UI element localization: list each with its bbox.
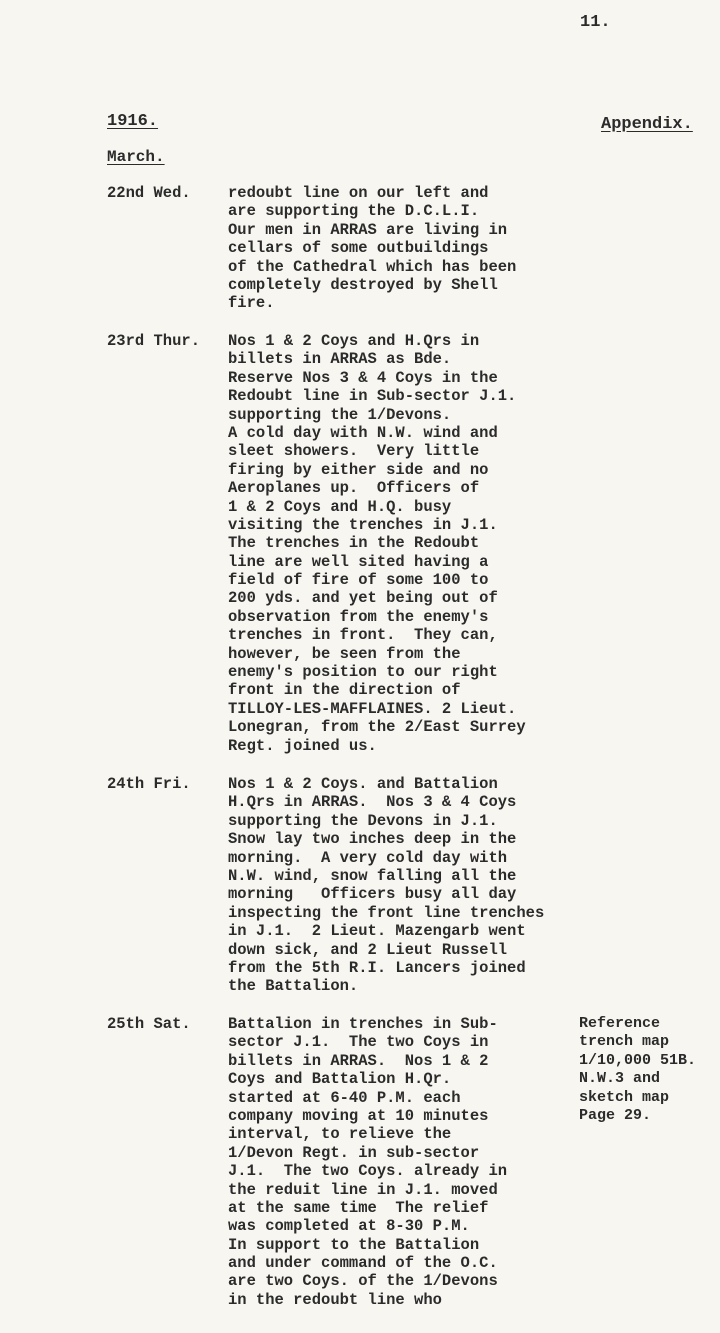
entry-line: Nos 1 & 2 Coys. and Battalion	[228, 775, 498, 793]
entry-line: of the Cathedral which has been	[228, 257, 517, 276]
entry-line: H.Qrs in ARRAS. Nos 3 & 4 Coys	[228, 793, 517, 812]
entry-line: however, be seen from the	[228, 644, 461, 663]
appendix-heading: Appendix.	[601, 115, 693, 134]
entry-line: enemy's position to our right	[228, 663, 498, 682]
entry-line: in J.1. 2 Lieut. Mazengarb went	[228, 922, 526, 941]
entry-line: interval, to relieve the	[228, 1125, 452, 1144]
entry-line: Lonegran, from the 2/East Surrey	[228, 718, 526, 737]
entry-body	[228, 184, 648, 313]
entry-line: started at 6-40 P.M. each	[228, 1088, 461, 1107]
entry-date: 22nd Wed.	[107, 184, 191, 202]
entry-line: The trenches in the Redoubt	[228, 534, 480, 553]
entry-line: A cold day with N.W. wind and	[228, 423, 498, 442]
note-line: Page 29.	[579, 1106, 652, 1124]
entry-date: 24th Fri.	[107, 775, 191, 793]
entry-line: field of fire of some 100 to	[228, 571, 489, 590]
entry-line: Reserve Nos 3 & 4 Coys in the	[228, 368, 498, 387]
entry-body	[228, 332, 648, 755]
margin-reference-note	[579, 1015, 696, 1125]
entry-line: from the 5th R.I. Lancers joined	[228, 958, 526, 977]
entry-line: Nos 1 & 2 Coys and H.Qrs in	[228, 332, 480, 350]
note-line: 1/10,000 51B.	[579, 1051, 697, 1069]
entry-line: supporting the 1/Devons.	[228, 405, 452, 424]
entry-line: visiting the trenches in J.1.	[228, 515, 498, 534]
entry-line: billets in ARRAS. Nos 1 & 2	[228, 1051, 489, 1070]
entry-line: Aeroplanes up. Officers of	[228, 479, 480, 498]
entry-line: redoubt line on our left and	[228, 184, 489, 202]
entry-date: 25th Sat.	[107, 1015, 191, 1033]
entry-line: the reduit line in J.1. moved	[228, 1180, 498, 1199]
entry-line: cellars of some outbuildings	[228, 239, 489, 258]
entry-line: 1 & 2 Coys and H.Q. busy	[228, 497, 452, 516]
entry-line: firing by either side and no	[228, 460, 489, 479]
entry-line: Our men in ARRAS are living in	[228, 220, 508, 239]
entry-line: are two Coys. of the 1/Devons	[228, 1272, 498, 1291]
entry-line: are supporting the D.C.L.I.	[228, 202, 480, 221]
entry-line: morning Officers busy all day	[228, 885, 517, 904]
entry-line: in the redoubt line who	[228, 1290, 442, 1309]
year-heading: 1916.	[107, 112, 159, 131]
entry-date: 23rd Thur.	[107, 332, 201, 350]
entry-line: J.1. The two Coys. already in	[228, 1162, 508, 1181]
entry-line: at the same time The relief	[228, 1198, 489, 1217]
entry-line: In support to the Battalion	[228, 1235, 480, 1254]
entry-body	[228, 1015, 573, 1309]
entry-line: line are well sited having a	[228, 552, 489, 571]
page-number: 11.	[580, 13, 611, 32]
entry-line: sector J.1. The two Coys in	[228, 1033, 489, 1052]
entry-line: N.W. wind, snow falling all the	[228, 866, 517, 885]
entry-line: the Battalion.	[228, 977, 359, 996]
month-heading: March.	[107, 148, 165, 166]
entry-line: trenches in front. They can,	[228, 626, 498, 645]
note-line: trench map	[579, 1033, 670, 1051]
entry-line: morning. A very cold day with	[228, 848, 508, 867]
note-line: sketch map	[579, 1088, 670, 1106]
entry-line: fire.	[228, 294, 275, 313]
entry-line: 200 yds. and yet being out of	[228, 589, 498, 608]
entry-line: TILLOY-LES-MAFFLAINES. 2 Lieut.	[228, 699, 517, 718]
entry-body	[228, 775, 648, 996]
entry-line: Coys and Battalion H.Qr.	[228, 1070, 452, 1089]
entry-line: and under command of the O.C.	[228, 1254, 498, 1273]
entry-line: inspecting the front line trenches	[228, 903, 545, 922]
note-line: N.W.3 and	[579, 1070, 661, 1088]
entry-line: 1/Devon Regt. in sub-sector	[228, 1143, 480, 1162]
entry-line: company moving at 10 minutes	[228, 1106, 489, 1125]
entry-line: Regt. joined us.	[228, 736, 377, 755]
entry-line: Redoubt line in Sub-sector J.1.	[228, 387, 517, 406]
entry-line: Snow lay two inches deep in the	[228, 830, 517, 849]
entry-line: observation from the enemy's	[228, 607, 489, 626]
entry-line: completely destroyed by Shell	[228, 275, 498, 294]
entry-line: front in the direction of	[228, 681, 461, 700]
entry-line: supporting the Devons in J.1.	[228, 811, 498, 830]
entry-line: sleet showers. Very little	[228, 442, 480, 461]
entry-line: down sick, and 2 Lieut Russell	[228, 940, 508, 959]
note-line: Reference	[579, 1015, 661, 1032]
entry-line: was completed at 8-30 P.M.	[228, 1217, 470, 1236]
entry-line: Battalion in trenches in Sub-	[228, 1015, 498, 1033]
entry-line: billets in ARRAS as Bde.	[228, 350, 452, 369]
